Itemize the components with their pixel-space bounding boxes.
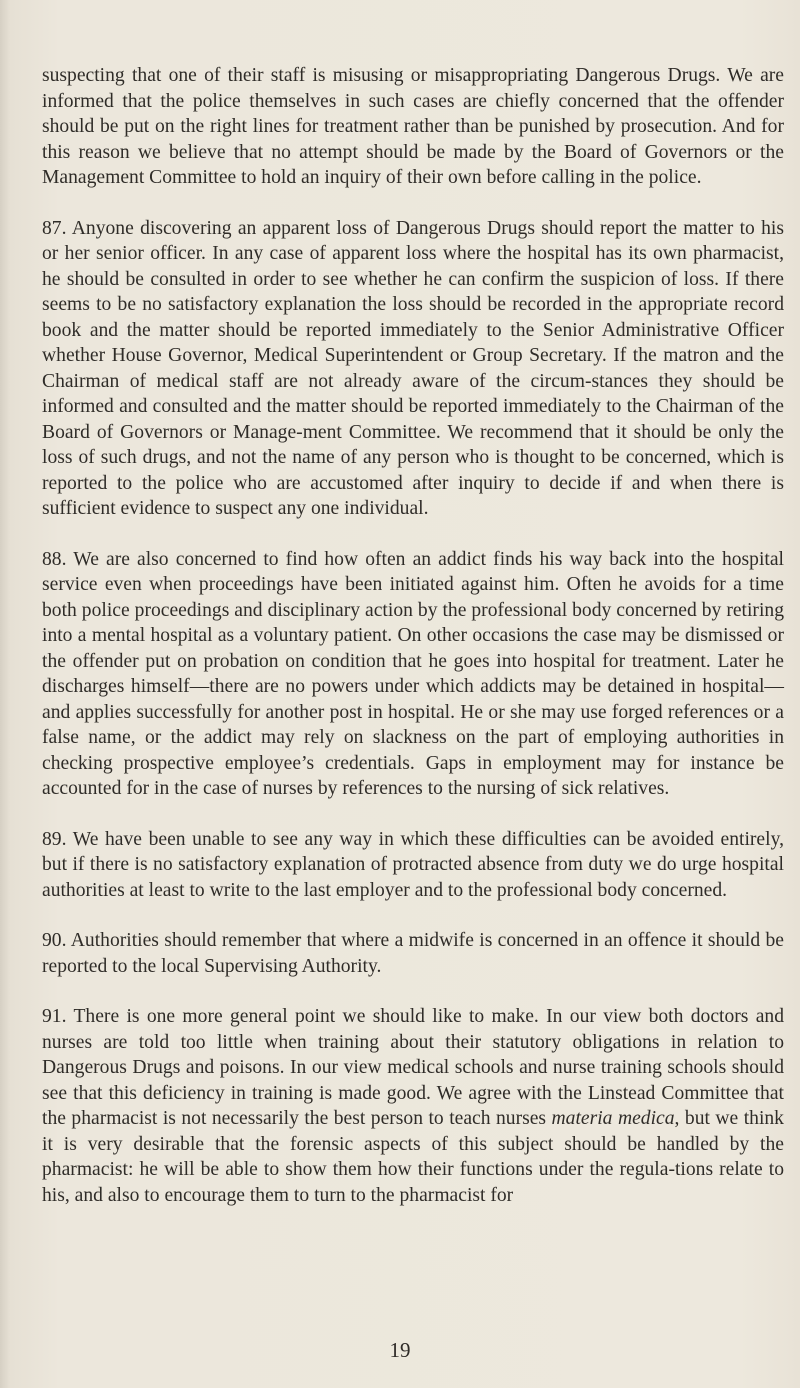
paragraph-text: We are also concerned to find how often an addict finds his way back into the hospital service even when proceedings have been initiated against him. Often he avoids for a time both police proceedings and disciplinary action by the professional body concerned by retiring into a mental hospital as a voluntary patient. On other occasions the case may be dismissed or the offender put on probation on condition that he goes into hospital for treatment. Later he discharges himself—there are no powers under which addicts may be detained in hospital—and applies successfully for another post in hospital. He or she may use forged references or a false name, or the addict may rely on slackness on the part of employing authorities in checking prospective employee’s credentials. Gaps in employment may for instance be accounted for in the case of nurses by references to the nursing of sick relatives. — [42, 548, 785, 799]
paragraph-text: There is one more general point we should like to make. In our view both doctors and nurses are told too little when training about their statutory obligations in relation to Dangerous Drugs and poisons. In our view medical schools and nurse training schools should see that this deficiency in training is made good. We agree with the Linstead Committee that the pharmacist is not necessarily the best person to teach nurses — [42, 1006, 785, 1129]
paragraph-text: , but we think it is very desirable that the forensic aspects of this subject should be handled by the pharmacist: he will be able to show them how their functions under the regula-tions relate to his, and also to encourage them to turn to the pharmacist for — [42, 1108, 784, 1206]
paragraph-87 — [42, 216, 784, 522]
paragraph-number: 90. — [42, 930, 67, 951]
paragraph-88 — [42, 547, 784, 802]
paragraph-89 — [42, 827, 784, 904]
paragraph-text: Anyone discovering an apparent loss of Dangerous Drugs should report the matter to his or her senior officer. In any case of apparent loss where the hospital has its own pharmacist, he should be consulted in order to see whether he can confirm the suspicion of loss. If there seems to be no satisfactory explanation the loss should be recorded in the appropriate record book and the matter should be reported immediately to the Senior Administrative Officer whether House Governor, Medical Superintendent or Group Secretary. If the matron and the Chairman of medical staff are not already aware of the circum-stances they should be informed and consulted and the matter should be reported immediately to the Chairman of the Board of Governors or Manage-ment Committee. We recommend that it should be only the loss of such drugs, and not the name of any person who is thought to be concerned, which is reported to the police who are accustomed after inquiry to decide if and when there is sufficient evidence to suspect any one individual. — [42, 217, 784, 519]
page-number: 19 — [389, 1338, 411, 1362]
paragraph-number: 89. — [42, 828, 67, 850]
paragraph-number: 87. — [42, 217, 67, 239]
paragraph-text: suspecting that one of their staff is misusing or misappropriating Dangerous Drugs. We are informed that the police themselves in such cases are chiefly concerned that the offender should be put on the right lines for treatment rather than be punished by prosecution. And for this reason we believe that no attempt should be made by the Board of Governors or the Management Committee to hold an inquiry of their own before calling in the police. — [42, 65, 784, 188]
paragraph-90 — [42, 928, 784, 979]
paragraph-continued — [42, 63, 784, 191]
paragraph-number: 88. — [42, 548, 67, 570]
paragraph-text: We have been unable to see any way in which these difficulties can be avoided entirely, but if there is no satisfactory explanation of protracted absence from duty we do urge hospital authorities at least to write to the last employer and to the professional body concerned. — [42, 828, 784, 901]
body-text — [42, 63, 784, 1233]
italic-term: materia medica — [551, 1108, 675, 1129]
paragraph-number: 91. — [42, 1006, 67, 1027]
paragraph-text: Authorities should remember that where a midwife is concerned in an offence it should be reported to the local Supervising Authority. — [42, 930, 784, 977]
paragraph-91 — [42, 1004, 784, 1208]
